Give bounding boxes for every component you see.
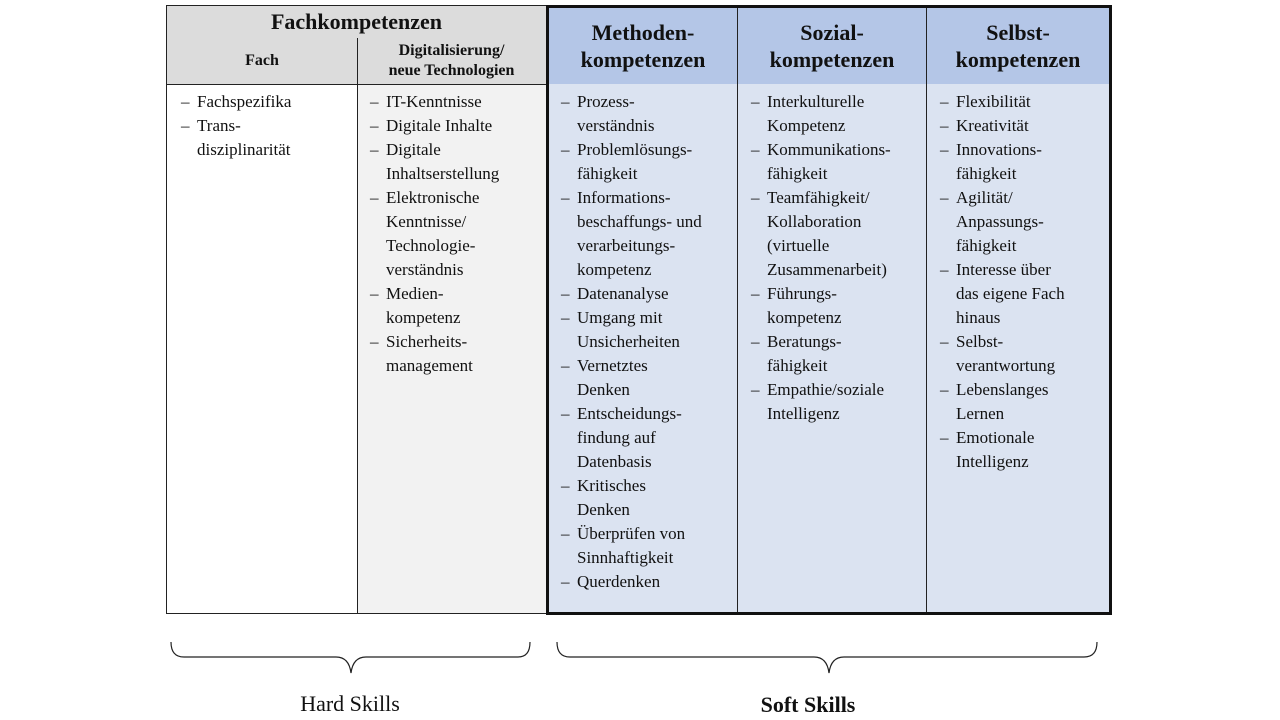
- list-item-text: Digitale Inhalte: [386, 116, 493, 135]
- list-item: [940, 114, 1108, 138]
- bullet-dash: –: [561, 524, 570, 543]
- bullet-dash: –: [940, 92, 949, 111]
- list-item-text: Teamfähigkeit/ Kollaboration (virtuelle Zusammenarbeit): [767, 188, 887, 279]
- selbst-list: [940, 90, 1108, 474]
- list-item: [751, 330, 923, 378]
- bullet-dash: –: [940, 380, 949, 399]
- list-item: [561, 570, 736, 594]
- list-item-text: Interesse über das eigene Fach hinaus: [956, 260, 1065, 327]
- bullet-dash: –: [561, 356, 570, 375]
- list-item: [940, 426, 1108, 474]
- list-item: [561, 282, 736, 306]
- list-item-text: Emotionale Intelligenz: [956, 428, 1035, 471]
- bullet-dash: –: [751, 284, 760, 303]
- bullet-dash: –: [751, 380, 760, 399]
- list-item: [370, 282, 545, 330]
- hard-skills-brace: [166, 640, 536, 680]
- fachkompetenzen-block: [166, 5, 547, 614]
- list-item-text: Umgang mit Unsicherheiten: [577, 308, 680, 351]
- list-item: [751, 138, 923, 186]
- fach-header: Fach: [167, 38, 357, 85]
- list-item-text: Überprüfen von Sinnhaftigkeit: [577, 524, 686, 567]
- list-item-text: Interkulturelle Kompetenz: [767, 92, 865, 135]
- list-item-text: Entscheidungs- findung auf Datenbasis: [577, 404, 682, 471]
- bullet-dash: –: [370, 284, 379, 303]
- list-item-text: Empathie/soziale Intelligenz: [767, 380, 885, 423]
- bullet-dash: –: [751, 140, 760, 159]
- sozial-list: [751, 90, 923, 426]
- methoden-header: Methoden- kompetenzen: [549, 8, 737, 84]
- column-divider: [926, 8, 927, 612]
- list-item-text: Kommunikations- fähigkeit: [767, 140, 891, 183]
- column-divider: [737, 8, 738, 612]
- list-item: [751, 378, 923, 426]
- soft-skills-block: [546, 5, 1112, 615]
- list-item: [370, 330, 545, 378]
- bullet-dash: –: [940, 116, 949, 135]
- list-item-text: Kreativität: [956, 116, 1029, 135]
- list-item: [561, 354, 736, 402]
- list-item: [561, 402, 736, 474]
- list-item-text: Problemlösungs- fähigkeit: [577, 140, 693, 183]
- list-item-text: Lebenslanges Lernen: [956, 380, 1049, 423]
- bullet-dash: –: [561, 140, 570, 159]
- bullet-dash: –: [940, 260, 949, 279]
- list-item: [370, 90, 545, 114]
- bullet-dash: –: [370, 332, 379, 351]
- bullet-dash: –: [940, 140, 949, 159]
- list-item-text: Fachspezifika: [197, 92, 292, 111]
- bullet-dash: –: [561, 476, 570, 495]
- sozial-header: Sozial- kompetenzen: [738, 8, 926, 84]
- bullet-dash: –: [561, 308, 570, 327]
- list-item: [751, 282, 923, 330]
- fach-list: [181, 90, 351, 162]
- list-item-text: Flexibilität: [956, 92, 1031, 111]
- methoden-list: [561, 90, 736, 594]
- bullet-dash: –: [370, 92, 379, 111]
- list-item-text: Beratungs- fähigkeit: [767, 332, 842, 375]
- list-item: [370, 186, 545, 282]
- list-item: [940, 378, 1108, 426]
- list-item-text: Trans- disziplinarität: [197, 116, 291, 159]
- list-item: [370, 138, 545, 186]
- list-item: [940, 330, 1108, 378]
- digital-list: [370, 90, 545, 378]
- list-item-text: Informations- beschaffungs- und verarbeitungs- kompetenz: [577, 188, 702, 279]
- list-item-text: IT-Kenntnisse: [386, 92, 482, 111]
- hard-skills-label: Hard Skills: [300, 691, 400, 716]
- list-item: [561, 186, 736, 282]
- bullet-dash: –: [751, 188, 760, 207]
- bullet-dash: –: [561, 92, 570, 111]
- list-item: [751, 186, 923, 282]
- soft-skills-label: Soft Skills: [760, 692, 856, 717]
- list-item-text: Kritisches Denken: [577, 476, 646, 519]
- bullet-dash: –: [940, 428, 949, 447]
- list-item: [561, 138, 736, 186]
- bullet-dash: –: [370, 188, 379, 207]
- bullet-dash: –: [370, 140, 379, 159]
- list-item: [561, 306, 736, 354]
- list-item-text: Innovations- fähigkeit: [956, 140, 1042, 183]
- list-item: [561, 522, 736, 570]
- list-item: [181, 114, 351, 162]
- list-item-text: Medien- kompetenz: [386, 284, 461, 327]
- list-item-text: Prozess- verständnis: [577, 92, 655, 135]
- list-item: [561, 90, 736, 138]
- list-item: [751, 90, 923, 138]
- list-item-text: Datenanalyse: [577, 284, 669, 303]
- digital-header: Digitalisierung/ neue Technologien: [357, 38, 546, 85]
- list-item: [370, 114, 545, 138]
- bullet-dash: –: [561, 188, 570, 207]
- list-item-text: Querdenken: [577, 572, 661, 591]
- selbst-header: Selbst- kompetenzen: [927, 8, 1109, 84]
- fachkompetenzen-title: Fachkompetenzen: [167, 6, 546, 39]
- list-item-text: Elektronische Kenntnisse/ Technologie- verständnis: [386, 188, 480, 279]
- bullet-dash: –: [751, 332, 760, 351]
- list-item-text: Führungs- kompetenz: [767, 284, 842, 327]
- list-item: [940, 186, 1108, 258]
- list-item: [940, 90, 1108, 114]
- bullet-dash: –: [751, 92, 760, 111]
- bullet-dash: –: [940, 188, 949, 207]
- list-item: [561, 474, 736, 522]
- list-item: [181, 90, 351, 114]
- bullet-dash: –: [561, 284, 570, 303]
- bullet-dash: –: [370, 116, 379, 135]
- bullet-dash: –: [181, 92, 190, 111]
- list-item-text: Agilität/ Anpassungs- fähigkeit: [956, 188, 1044, 255]
- soft-skills-brace: [552, 640, 1104, 680]
- list-item-text: Selbst- verantwortung: [956, 332, 1056, 375]
- list-item-text: Vernetztes Denken: [577, 356, 648, 399]
- list-item: [940, 258, 1108, 330]
- bullet-dash: –: [940, 332, 949, 351]
- bullet-dash: –: [561, 572, 570, 591]
- list-item-text: Sicherheits- management: [386, 332, 473, 375]
- list-item: [940, 138, 1108, 186]
- bullet-dash: –: [561, 404, 570, 423]
- bullet-dash: –: [181, 116, 190, 135]
- list-item-text: Digitale Inhaltserstellung: [386, 140, 500, 183]
